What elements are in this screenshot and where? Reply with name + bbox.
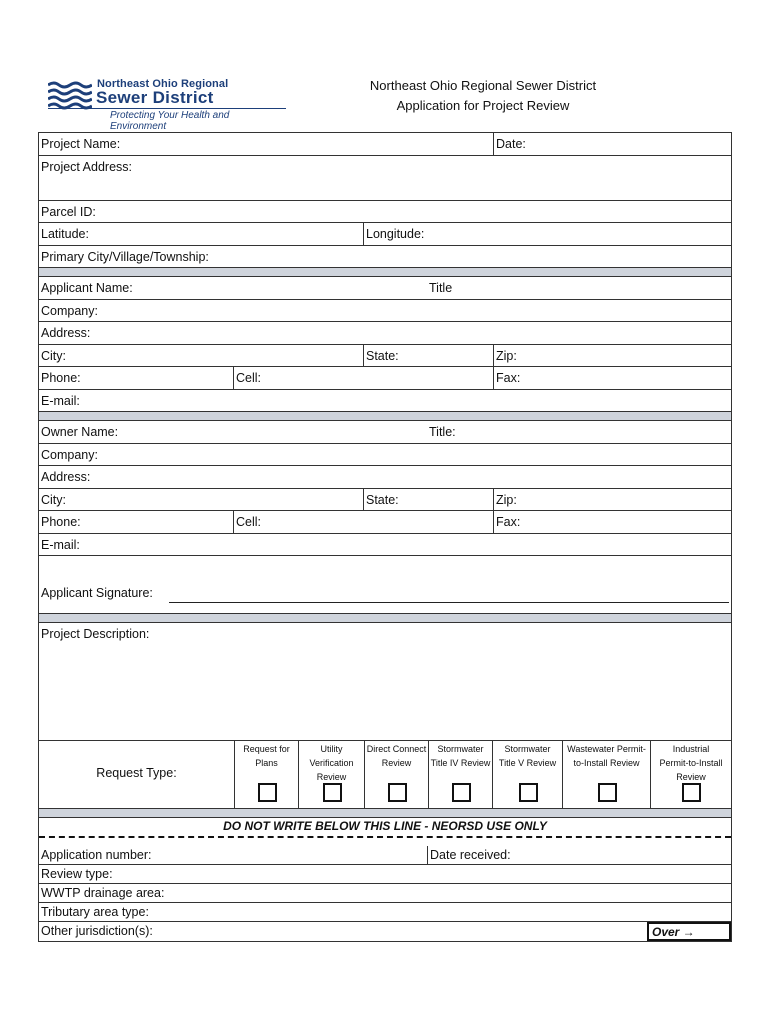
wastewater-pti-checkbox[interactable] <box>598 783 617 802</box>
review-type-row <box>39 865 731 884</box>
applicant-fax-field[interactable] <box>493 367 731 389</box>
option-text: Stormwater <box>504 744 551 754</box>
applicant-state-label: State: <box>366 348 399 363</box>
logo-rule <box>48 108 286 109</box>
applicant-name-label: Applicant Name: <box>41 281 133 295</box>
district-logo <box>48 76 288 132</box>
longitude-label: Longitude: <box>366 227 425 241</box>
request-option-plans <box>234 741 298 808</box>
wave-logo-icon <box>48 79 92 111</box>
tributary-row <box>39 903 731 922</box>
owner-name-row <box>39 421 731 444</box>
owner-address-row <box>39 466 731 489</box>
parcel-id-field[interactable] <box>39 201 731 223</box>
owner-address-label: Address: <box>41 470 91 484</box>
owner-city-field[interactable] <box>39 489 363 511</box>
applicant-cell-label: Cell: <box>236 371 262 385</box>
option-text: Industrial <box>672 744 710 754</box>
owner-email-row <box>39 534 731 557</box>
owner-fax-field[interactable] <box>493 511 731 533</box>
logo-org-line1: Northeast Ohio Regional <box>97 78 229 90</box>
owner-name-label: Owner Name: <box>41 425 119 439</box>
owner-phone-label: Phone: <box>41 515 81 529</box>
request-type-label: Request Type: <box>96 766 177 780</box>
primary-city-label: Primary City/Village/Township: <box>41 249 209 264</box>
wwtp-label: WWTP drainage area: <box>41 886 165 900</box>
applicant-city-label: City: <box>41 348 66 363</box>
jurisdiction-field[interactable] <box>39 922 647 941</box>
project-description-label: Project Description: <box>41 627 150 641</box>
tributary-field[interactable] <box>39 903 731 921</box>
applicant-phone-row <box>39 367 731 390</box>
document-title <box>300 76 666 116</box>
review-type-label: Review type: <box>41 867 113 881</box>
option-text: Review <box>676 772 706 782</box>
option-text: Utility <box>320 744 343 754</box>
applicant-zip-field[interactable] <box>493 345 731 367</box>
applicant-title-label: Title <box>429 281 453 295</box>
application-form <box>38 132 732 942</box>
owner-fax-label: Fax: <box>496 515 521 529</box>
owner-state-label: State: <box>366 492 399 507</box>
wwtp-field[interactable] <box>39 884 731 902</box>
signature-row <box>39 556 731 614</box>
option-text: Permit-to-Install <box>659 758 723 768</box>
section-separator <box>39 412 731 421</box>
option-text: Title IV Review <box>430 758 491 768</box>
applicant-email-label: E-mail: <box>41 393 80 408</box>
option-text: Request for <box>243 744 290 754</box>
date-label: Date: <box>496 137 526 151</box>
applicant-company-row <box>39 300 731 323</box>
title-line2: Application for Project Review <box>396 98 570 113</box>
application-number-label: Application number: <box>41 848 152 862</box>
project-name-field[interactable] <box>39 133 493 155</box>
request-option-direct-connect <box>364 741 428 808</box>
owner-cell-field[interactable] <box>233 511 493 533</box>
request-option-industrial <box>650 741 731 808</box>
industrial-pti-checkbox[interactable] <box>682 783 701 802</box>
date-received-label: Date received: <box>430 848 511 862</box>
jurisdiction-label: Other jurisdiction(s): <box>41 924 153 938</box>
applicant-title-field[interactable] <box>427 277 731 299</box>
dashed-cut-line <box>39 836 731 838</box>
title-line1: Northeast Ohio Regional Sewer District <box>369 78 597 93</box>
owner-company-field[interactable] <box>39 444 731 466</box>
date-received-field[interactable] <box>427 846 731 864</box>
project-name-row <box>39 133 731 156</box>
owner-email-label: E-mail: <box>41 537 80 552</box>
applicant-phone-field[interactable] <box>39 367 233 389</box>
owner-cell-label: Cell: <box>236 515 262 529</box>
applicant-name-field[interactable] <box>39 277 427 299</box>
longitude-field[interactable] <box>363 223 731 245</box>
owner-zip-field[interactable] <box>493 489 731 511</box>
request-option-stormwater-iv <box>428 741 492 808</box>
primary-city-row <box>39 246 731 269</box>
owner-city-row <box>39 489 731 512</box>
applicant-cell-field[interactable] <box>233 367 493 389</box>
parcel-id-label: Parcel ID: <box>41 204 96 219</box>
applicant-phone-label: Phone: <box>41 371 81 385</box>
request-plans-checkbox[interactable] <box>258 783 277 802</box>
tributary-label: Tributary area type: <box>41 905 149 919</box>
owner-address-field[interactable] <box>39 466 731 488</box>
owner-zip-label: Zip: <box>496 492 517 507</box>
applicant-fax-label: Fax: <box>496 371 521 385</box>
over-indicator: Over → <box>647 922 731 941</box>
stormwater-title-iv-checkbox[interactable] <box>452 783 471 802</box>
application-number-row <box>39 846 731 865</box>
review-type-field[interactable] <box>39 865 731 883</box>
owner-company-row <box>39 444 731 467</box>
section-separator <box>39 809 731 818</box>
option-text: Direct Connect <box>366 744 427 754</box>
primary-city-field[interactable] <box>39 246 731 268</box>
applicant-address-label: Address: <box>41 326 91 340</box>
option-text: Review <box>381 758 412 768</box>
applicant-email-field[interactable] <box>39 390 731 412</box>
wwtp-row <box>39 884 731 903</box>
logo-tagline: Protecting Your Health and Environment <box>110 110 230 132</box>
option-text: Verification <box>309 758 354 768</box>
applicant-state-field[interactable] <box>363 345 493 367</box>
option-text: Stormwater <box>437 744 484 754</box>
logo-org-line2: Sewer District <box>96 88 214 107</box>
applicant-address-field[interactable] <box>39 322 731 344</box>
applicant-address-row <box>39 322 731 345</box>
direct-connect-checkbox[interactable] <box>388 783 407 802</box>
applicant-city-field[interactable] <box>39 345 363 367</box>
option-text: Plans <box>255 758 278 768</box>
owner-phone-row <box>39 511 731 534</box>
application-number-field[interactable] <box>39 846 427 864</box>
owner-title-label: Title: <box>429 425 456 439</box>
project-description-field[interactable] <box>39 623 731 741</box>
applicant-name-row <box>39 277 731 300</box>
applicant-email-row <box>39 390 731 413</box>
office-use-section <box>39 846 731 941</box>
owner-title-field[interactable] <box>427 421 731 443</box>
option-text: Review <box>316 772 347 782</box>
date-field[interactable] <box>493 133 731 155</box>
request-option-stormwater-v <box>492 741 562 808</box>
applicant-company-field[interactable] <box>39 300 731 322</box>
office-use-banner <box>39 818 731 846</box>
option-text: to-Install Review <box>573 758 640 768</box>
option-text: Title V Review <box>498 758 557 768</box>
owner-city-label: City: <box>41 492 66 507</box>
latitude-label: Latitude: <box>41 227 89 241</box>
owner-name-field[interactable] <box>39 421 427 443</box>
applicant-company-label: Company: <box>41 303 98 318</box>
latitude-field[interactable] <box>39 223 363 245</box>
stormwater-title-v-checkbox[interactable] <box>519 783 538 802</box>
owner-company-label: Company: <box>41 447 98 462</box>
owner-state-field[interactable] <box>363 489 493 511</box>
project-address-label: Project Address: <box>41 159 133 174</box>
project-address-row <box>39 156 731 201</box>
applicant-city-row <box>39 345 731 368</box>
signature-line[interactable] <box>169 602 729 603</box>
jurisdiction-row <box>39 922 731 941</box>
office-use-banner-text: DO NOT WRITE BELOW THIS LINE - NEORSD USE ONLY <box>223 819 547 833</box>
utility-verification-checkbox[interactable] <box>323 783 342 802</box>
section-separator <box>39 268 731 277</box>
parcel-row <box>39 201 731 224</box>
section-separator <box>39 614 731 623</box>
owner-phone-field[interactable] <box>39 511 233 533</box>
request-option-utility <box>298 741 364 808</box>
applicant-zip-label: Zip: <box>496 348 517 363</box>
request-option-wastewater <box>562 741 650 808</box>
option-text: Wastewater Permit- <box>567 744 646 754</box>
coordinates-row <box>39 223 731 246</box>
owner-email-field[interactable] <box>39 534 731 556</box>
request-type-row <box>39 741 731 809</box>
project-name-label: Project Name: <box>41 137 121 151</box>
project-address-field[interactable] <box>39 156 731 200</box>
signature-label: Applicant Signature: <box>41 586 153 600</box>
